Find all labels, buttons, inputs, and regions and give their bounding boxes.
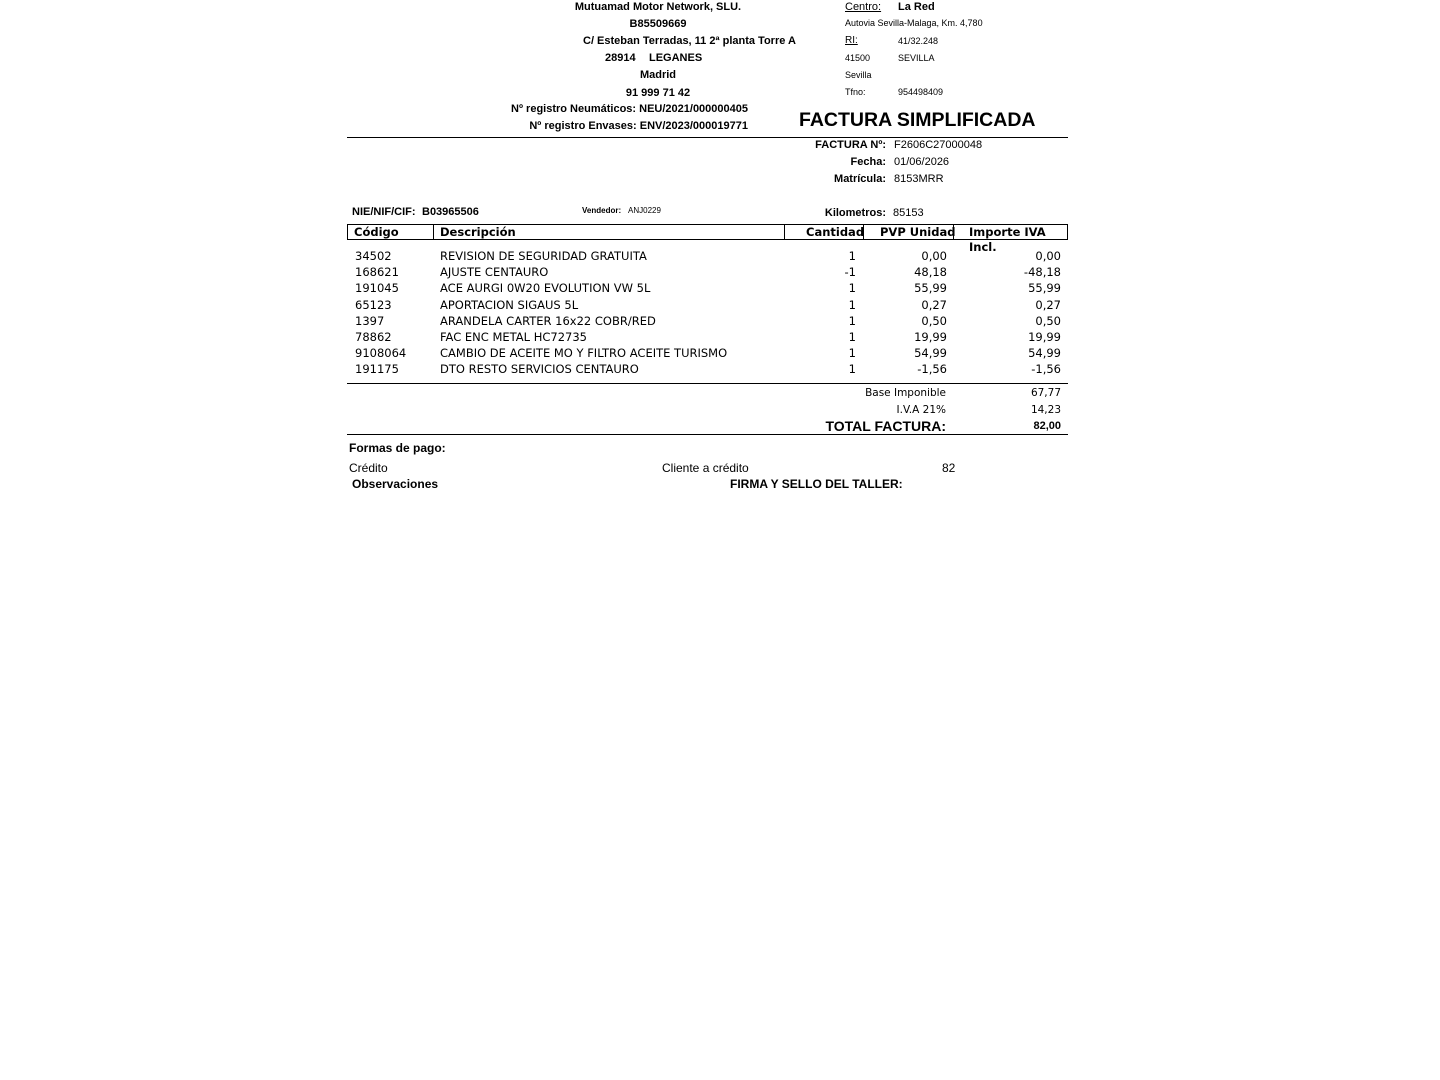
payment-detail: Cliente a crédito bbox=[662, 461, 749, 475]
invoice-date-label: Fecha: bbox=[850, 156, 886, 168]
header-description: Descripción bbox=[440, 225, 516, 239]
header-amount: Importe IVA Incl. bbox=[969, 225, 1046, 254]
centro-label: Centro: bbox=[845, 1, 882, 13]
row-unit-price: 48,18 bbox=[914, 265, 947, 279]
row-unit-price: 19,99 bbox=[914, 330, 947, 344]
table-row bbox=[347, 345, 1068, 361]
row-amount: 54,99 bbox=[1028, 346, 1061, 360]
table-header bbox=[347, 224, 1068, 254]
row-amount: -1,56 bbox=[1031, 362, 1061, 376]
row-unit-price: 55,99 bbox=[914, 281, 947, 295]
row-description: REVISION DE SEGURIDAD GRATUITA bbox=[440, 249, 647, 263]
row-description: ARANDELA CARTER 16x22 COBR/RED bbox=[440, 314, 656, 328]
row-code: 191175 bbox=[355, 362, 399, 376]
row-quantity: 1 bbox=[848, 281, 856, 295]
row-amount: -48,18 bbox=[1023, 265, 1061, 279]
footer-divider bbox=[347, 434, 1068, 435]
table-row bbox=[347, 248, 1068, 264]
row-description: APORTACION SIGAUS 5L bbox=[440, 298, 579, 312]
seller-value: ANJ0229 bbox=[628, 206, 661, 215]
header-unit-price: PVP Unidad bbox=[880, 225, 956, 239]
company-postal-code: 28914 bbox=[605, 52, 636, 64]
row-description: DTO RESTO SERVICIOS CENTAURO bbox=[440, 362, 639, 376]
row-amount: 0,00 bbox=[1035, 249, 1061, 263]
row-unit-price: 0,50 bbox=[921, 314, 947, 328]
row-code: 191045 bbox=[355, 281, 399, 295]
row-quantity: 1 bbox=[848, 330, 856, 344]
iva-label: I.V.A 21% bbox=[896, 404, 946, 416]
table-row bbox=[347, 280, 1068, 296]
centro-phone-label: Tfno: bbox=[845, 87, 866, 97]
signature-label: FIRMA Y SELLO DEL TALLER: bbox=[730, 477, 903, 491]
row-description: FAC ENC METAL HC72735 bbox=[440, 330, 587, 344]
company-city: LEGANES bbox=[649, 52, 703, 64]
row-unit-price: 54,99 bbox=[914, 346, 947, 360]
row-code: 78862 bbox=[355, 330, 392, 344]
base-imponible-value: 67,77 bbox=[1030, 387, 1061, 399]
header-quantity: Cantidad bbox=[806, 225, 865, 239]
row-description: AJUSTE CENTAURO bbox=[440, 265, 549, 279]
observations-label: Observaciones bbox=[352, 477, 439, 491]
document-title: FACTURA SIMPLIFICADA bbox=[799, 109, 1036, 131]
row-code: 65123 bbox=[355, 298, 392, 312]
centro-city: SEVILLA bbox=[898, 53, 935, 63]
seller-label: Vendedor: bbox=[582, 206, 622, 215]
header-separator bbox=[433, 225, 434, 239]
company-cif: B85509669 bbox=[629, 18, 687, 30]
row-quantity: -1 bbox=[844, 265, 856, 279]
table-row bbox=[347, 361, 1068, 377]
nif-value: B03965506 bbox=[422, 206, 479, 218]
centro-phone-value: 954498409 bbox=[898, 87, 944, 97]
header-separator bbox=[784, 225, 785, 239]
plate-value: 8153MRR bbox=[894, 173, 944, 185]
row-amount: 55,99 bbox=[1028, 281, 1061, 295]
row-code: 168621 bbox=[355, 265, 399, 279]
row-quantity: 1 bbox=[848, 362, 856, 376]
row-unit-price: 0,27 bbox=[921, 298, 947, 312]
row-amount: 19,99 bbox=[1028, 330, 1061, 344]
centro-address: Autovia Sevilla-Malaga, Km. 4,780 bbox=[845, 18, 983, 28]
invoice-number-value: F2606C27000048 bbox=[894, 139, 983, 151]
centro-postal-code: 41500 bbox=[845, 53, 871, 63]
centro-value: La Red bbox=[898, 1, 935, 13]
header-code: Código bbox=[354, 225, 399, 239]
row-quantity: 1 bbox=[848, 249, 856, 263]
registro-envases: Nº registro Envases: ENV/2023/000019771 bbox=[529, 120, 748, 132]
iva-value: 14,23 bbox=[1030, 404, 1061, 416]
row-amount: 0,50 bbox=[1035, 314, 1061, 328]
row-code: 9108064 bbox=[355, 346, 407, 360]
plate-label: Matrícula: bbox=[834, 173, 886, 185]
row-unit-price: 0,00 bbox=[921, 249, 947, 263]
row-code: 1397 bbox=[355, 314, 385, 328]
row-amount: 0,27 bbox=[1035, 298, 1061, 312]
table-row bbox=[347, 297, 1068, 313]
table-row bbox=[347, 313, 1068, 329]
table-row bbox=[347, 264, 1068, 280]
row-description: ACE AURGI 0W20 EVOLUTION VW 5L bbox=[440, 281, 651, 295]
company-phone: 91 999 71 42 bbox=[625, 87, 691, 99]
km-value: 85153 bbox=[893, 207, 924, 219]
company-province: Madrid bbox=[639, 69, 677, 81]
row-code: 34502 bbox=[355, 249, 392, 263]
company-name: Mutuamad Motor Network, SLU. bbox=[574, 1, 742, 13]
registro-neumaticos: Nº registro Neumáticos: NEU/2021/000000405 bbox=[511, 103, 748, 115]
company-address: C/ Esteban Terradas, 11 2ª planta Torre A bbox=[583, 35, 796, 47]
total-label: TOTAL FACTURA: bbox=[825, 418, 946, 434]
table-row bbox=[347, 329, 1068, 345]
row-unit-price: -1,56 bbox=[917, 362, 947, 376]
header-divider bbox=[347, 137, 1068, 138]
km-label: Kilometros: bbox=[824, 207, 886, 219]
ri-label: RI: bbox=[845, 35, 858, 46]
centro-province: Sevilla bbox=[845, 70, 872, 80]
invoice-number-label: FACTURA Nº: bbox=[815, 139, 886, 151]
row-quantity: 1 bbox=[848, 298, 856, 312]
payment-amount: 82 bbox=[942, 461, 956, 475]
invoice-date-value: 01/06/2026 bbox=[894, 156, 950, 168]
row-description: CAMBIO DE ACEITE MO Y FILTRO ACEITE TURISMO bbox=[440, 346, 728, 360]
row-quantity: 1 bbox=[848, 346, 856, 360]
total-value: 82,00 bbox=[1033, 420, 1061, 432]
nif-label: NIE/NIF/CIF: bbox=[352, 206, 416, 218]
row-quantity: 1 bbox=[848, 314, 856, 328]
base-imponible-label: Base Imponible bbox=[865, 387, 946, 399]
ri-value: 41/32.248 bbox=[898, 36, 939, 46]
payment-method: Crédito bbox=[349, 461, 388, 475]
payment-title: Formas de pago: bbox=[349, 441, 446, 455]
totals-divider bbox=[347, 383, 1068, 384]
